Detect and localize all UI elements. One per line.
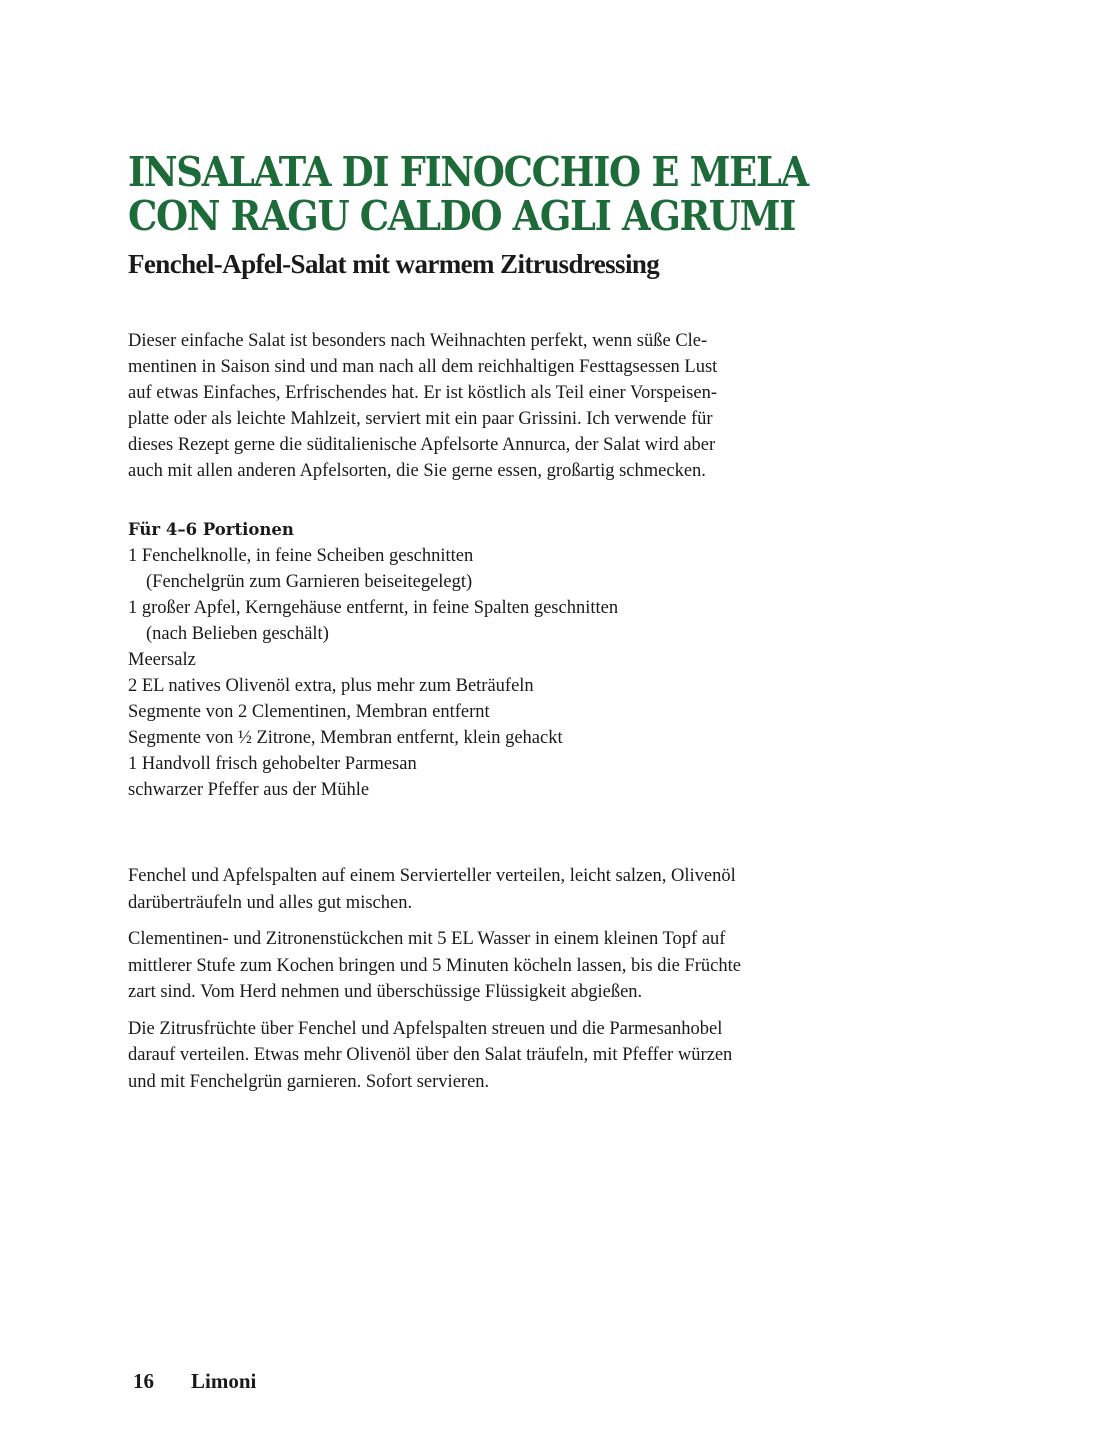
intro-paragraph xyxy=(128,328,768,484)
ingredient-list xyxy=(128,517,768,803)
method-step-line: Clementinen- und Zitronenstückchen mit 5 EL Wasser in einem kleinen Topf auf xyxy=(128,929,726,949)
recipe-title xyxy=(128,148,808,240)
recipe-subtitle: Fenchel-Apfel-Salat mit warmem Zitrusdressing xyxy=(128,249,660,279)
ingredient-item: Segmente von 2 Clementinen, Membran entfernt xyxy=(128,702,490,722)
intro-line: dieses Rezept gerne die süditalienische Apfelsorte Annurca, der Salat wird aber xyxy=(128,435,716,455)
recipe-title-line: CON RAGU CALDO AGLI AGRUMI xyxy=(128,192,796,240)
method-step-line: Die Zitrusfrüchte über Fenchel und Apfelspalten streuen und die Parmesanhobel xyxy=(128,1018,723,1039)
ingredient-item: 1 großer Apfel, Kerngehäuse entfernt, in feine Spalten geschnitten xyxy=(128,598,619,618)
ingredient-item: 1 Fenchelknolle, in feine Scheiben geschnitten xyxy=(128,546,474,566)
ingredient-item: Meersalz xyxy=(128,650,196,670)
intro-line: auch mit allen anderen Apfelsorten, die Sie gerne essen, großartig schmecken. xyxy=(128,461,706,481)
page-footer xyxy=(133,1368,256,1394)
servings-label: Für 4–6 Portionen xyxy=(128,520,294,539)
intro-line: mentinen in Saison sind und man nach all dem reichhaltigen Festtagsessen Lust xyxy=(128,357,718,377)
method-steps xyxy=(128,863,768,1105)
running-head-book-title: Limoni xyxy=(191,1369,257,1393)
method-step xyxy=(128,863,768,916)
page-number: 16 xyxy=(133,1369,154,1393)
method-step xyxy=(128,926,768,1006)
method-step xyxy=(128,1016,768,1096)
method-step-line: darauf verteilen. Etwas mehr Olivenöl über den Salat träufeln, mit Pfeffer würzen xyxy=(128,1045,733,1065)
ingredient-note: (nach Belieben geschält) xyxy=(146,624,329,644)
intro-line: Dieser einfache Salat ist besonders nach Weihnachten perfekt, wenn süße Cle- xyxy=(128,331,708,351)
intro-line: platte oder als leichte Mahlzeit, serviert mit ein paar Grissini. Ich verwende für xyxy=(128,409,713,429)
ingredient-item: 2 EL natives Olivenöl extra, plus mehr zum Beträufeln xyxy=(128,676,534,696)
recipe-title-line: INSALATA DI FINOCCHIO E MELA xyxy=(128,148,808,196)
ingredient-item: 1 Handvoll frisch gehobelter Parmesan xyxy=(128,754,417,774)
ingredient-item: Segmente von ½ Zitrone, Membran entfernt, klein gehackt xyxy=(128,728,563,748)
method-step-line: mittlerer Stufe zum Kochen bringen und 5 Minuten köcheln lassen, bis die Früchte xyxy=(128,955,741,976)
method-step-line: zart sind. Vom Herd nehmen und überschüssige Flüssigkeit abgießen. xyxy=(128,982,643,1002)
intro-line: auf etwas Einfaches, Erfrischendes hat. Er ist köstlich als Teil einer Vorspeisen- xyxy=(128,383,717,403)
ingredient-note: (Fenchelgrün zum Garnieren beiseitegelegt) xyxy=(146,572,473,592)
method-step-line: Fenchel und Apfelspalten auf einem Servierteller verteilen, leicht salzen, Olivenöl xyxy=(128,866,736,886)
method-step-line: darüberträufeln und alles gut mischen. xyxy=(128,892,413,913)
method-step-line: und mit Fenchelgrün garnieren. Sofort servieren. xyxy=(128,1071,490,1092)
ingredient-item: schwarzer Pfeffer aus der Mühle xyxy=(128,780,370,800)
